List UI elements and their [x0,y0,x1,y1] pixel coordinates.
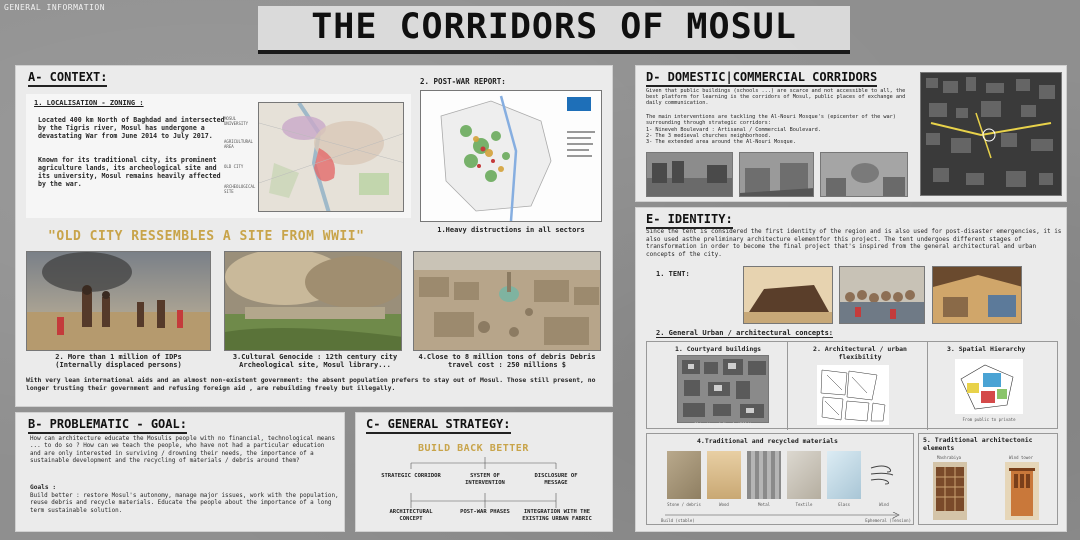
problematic-text: How can architecture educate the Mosulis people with no financial, technological means ... to do so ? How can we teach the people, who have not had a particular education and are only interested in surviving / drowning their needs, the importance of a sustainable development and the recycling of materials / debris around them? [30,436,335,465]
element-windtower-label: Wind tower [1008,455,1034,460]
localisation-title: 1. LOCALISATION - ZONING : [34,99,144,107]
identity-panel [635,207,1067,532]
windtower-image [1005,462,1039,520]
corridors-item-3: 3- The extended area around the Al-Nouri Mosque. [646,139,796,145]
hierarchy-diagram [955,359,1023,414]
concept-hierarchy-title: 3. Spatial Hierarchy [947,345,1026,353]
material-stone-label: Stone / debris [667,502,701,507]
goals-text: Build better : restore Mosul's autonomy, manage major issues, work with the population, reuse debris and recycle materials. Educate the people about the importance of a long term sustainable solution. [30,493,339,514]
wind-icon [869,462,897,486]
strategy-bottom-2: POST-WAR PHASES [460,509,510,515]
tent-photo-3 [932,266,1022,324]
materials-box [646,433,914,525]
strategy-top-1: STRATEGIC CORRIDOR [381,473,441,479]
tent-photo-2 [839,266,925,324]
map-label-old-city: OLD CITY [224,164,244,169]
map-label-archeological: ARCHEOLOGICAL SITE [224,184,256,194]
strategy-headline: BUILD BACK BETTER [418,443,529,454]
elements-title: 5. Traditional architectonic elements [923,436,1033,452]
zoning-map [258,102,404,212]
localisation-block [26,94,411,218]
flexibility-sketch [817,365,889,425]
materials-right-label: Ephemeral (Tension) [865,518,911,523]
material-metal-label: Metal [757,502,771,507]
general-info-label: GENERAL INFORMATION [4,3,106,12]
tent-title: 1. TENT: [656,270,690,278]
material-glass-swatch [827,451,861,499]
context-panel [15,65,613,407]
corridors-panel [635,65,1067,202]
material-wind-label: Wind [879,502,889,507]
identity-title: E- IDENTITY: [646,212,733,229]
material-wood-swatch [707,451,741,499]
concepts-title: 2. General Urban / architectural concepts: [656,329,834,337]
localisation-text-2: Known for its traditional city, its prominent agriculture lands, its archeological site and its university, Mosul remains heavily affected by the war. [38,156,221,188]
localisation-text-1: Located 400 km North of Baghdad and intersected by the Tigris river, Mosul has undergone a devastating War from June 2014 to July 2017. [38,116,225,140]
strategy-bottom-3: INTEGRATION WITH THE EXISTING URBAN FABRIC [522,509,592,522]
problematic-panel [15,412,345,532]
material-textile-swatch [787,451,821,499]
material-stone-swatch [667,451,701,499]
courtyard-caption: Old city of Mosul (2014) [694,422,752,427]
strategy-title: C- GENERAL STRATEGY: [366,417,511,434]
goals-label: Goals : [30,484,57,491]
debris-photo [413,251,601,351]
strategy-bottom-1: ARCHITECTURAL CONCEPT [389,509,433,522]
elements-box [918,433,1058,525]
debris-caption: 4.Close to 8 million tons of debris Debris travel cost : 250 millions $ [418,353,596,369]
concept-flexibility-title: 2. Architectural / urban flexibility [813,345,907,361]
courtyard-map [677,355,769,423]
postwar-map [420,90,602,222]
element-mashrabiya-label: Mashrabiya [936,455,962,460]
postwar-title: 2. POST-WAR REPORT: [420,77,506,86]
cultural-genocide-photo [224,251,402,351]
strategy-panel [355,412,613,532]
corridors-item-2: 2- The 3 medieval churches neighborhood. [646,133,771,139]
material-metal-swatch [747,451,781,499]
corridors-aerial-map [920,72,1062,196]
map-label-university: MOSUL UNIVERSITY [224,116,249,126]
page-title: THE CORRIDORS OF MOSUL [258,6,850,54]
corridors-item-1: 1- Nineveh Boulevard : Artisanal / Commercial Boulevard. [646,127,821,133]
tent-photo-1 [743,266,833,324]
materials-left-label: Build (stable) [661,518,695,523]
map-label-agricultural: AGRICULTURAL AREA [224,139,253,149]
material-textile-label: Textile [795,502,813,507]
mashrabiya-image [933,462,967,520]
materials-title: 4.Traditional and recycled materials [697,437,838,445]
idps-caption: 2. More than 1 million of IDPs (Internally displaced persons) [55,353,182,369]
postwar-caption: 1.Heavy distructions in all sectors [437,226,585,234]
strategy-top-2: SYSTEM OF INTERVENTION [465,473,505,486]
corridors-text-2: The main interventions are tackling the Al-Nouri Mosque's (epicenter of the war) surrounding through strategic corridors: [646,114,896,127]
cultural-caption: 3.Cultural Genocide : 12th century city Archeological site, Mosul library... [232,353,398,369]
corridor-photo-3 [820,152,908,197]
corridors-text-1: Given that public buildings (schools ...) are scarce and not accessible to all, the best platform for learning is the corridors of Mosul, public places of exchange and daily communication. [646,88,906,107]
context-title: A- CONTEXT: [28,70,107,87]
idps-photo [26,251,211,351]
old-city-quote: "OLD CITY RESSEMBLES A SITE FROM WWII" [48,229,365,244]
material-glass-label: Glass [837,502,851,507]
corridors-title: D- DOMESTIC|COMMERCIAL CORRIDORS [646,70,877,87]
concepts-row [646,341,1058,429]
identity-text: Since the tent is considered the first identity of the region and is also used for post-disaster emergencies, it is also used asthe preliminary architecture elementfor this project. The tent undergoes different stages of transformation in order to become the final project that's inspired from the general architectural and urban concepts of the city. [646,228,1062,258]
strategy-top-3: DISCLOSURE OF MESSAGE [534,473,578,486]
material-wood-label: Wood [719,502,729,507]
context-summary: With very lean international aids and an almost non-existent government: the absent population prefers to stay out of Mosul. Those still present, no longer trusting their government and refusing foreign aid , are rebuilding freely but illegally. [26,376,596,393]
corridor-photo-2 [739,152,814,197]
concept-courtyard-title: 1. Courtyard buildings [675,345,762,353]
problematic-title: B- PROBLEMATIC - GOAL: [28,417,187,434]
corridor-photo-1 [646,152,733,197]
hierarchy-caption: From public to private [962,417,1016,422]
